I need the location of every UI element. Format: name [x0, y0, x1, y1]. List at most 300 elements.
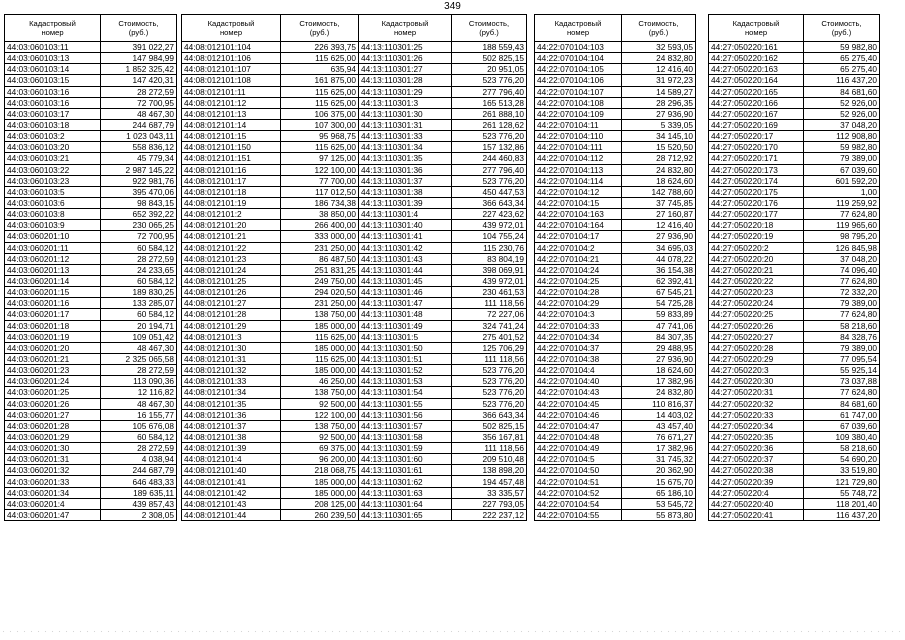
cadastral-number-cell: 44:27:050220:2 [709, 242, 804, 253]
cost-cell: 60 584,12 [101, 309, 177, 320]
cadastral-number-cell: 44:13:110301:61 [359, 465, 452, 476]
table-row [182, 342, 359, 353]
cadastral-number-cell: 44:03:060103:17 [5, 108, 101, 119]
cadastral-number-cell: 44:03:060103:22 [5, 164, 101, 175]
cost-cell: 194 457,48 [452, 476, 527, 487]
table-row [5, 209, 177, 220]
table-row [5, 64, 177, 75]
table-row [182, 331, 359, 342]
cost-cell: 110 816,37 [622, 398, 696, 409]
cost-cell: 260 239,50 [281, 509, 359, 520]
cost-cell: 27 936,90 [622, 353, 696, 364]
cadastral-number-cell: 44:27:050220:30 [709, 376, 804, 387]
cost-cell: 59 982,80 [804, 42, 880, 53]
cadastral-number-cell: 44:22:070104:106 [535, 75, 622, 86]
table-row [182, 42, 359, 53]
table-row [5, 119, 177, 130]
cost-cell: 24 233,65 [101, 264, 177, 275]
cadastral-number-cell: 44:13:110301:45 [359, 275, 452, 286]
cadastral-number-cell: 44:22:070104:55 [535, 509, 622, 520]
cost-cell: 37 048,20 [804, 253, 880, 264]
table-row [709, 509, 880, 520]
table-row [535, 342, 696, 353]
cadastral-number-cell: 44:08:012101:13 [182, 108, 281, 119]
table-row [5, 320, 177, 331]
cadastral-number-cell: 44:03:060201:33 [5, 476, 101, 487]
cadastral-number-cell: 44:03:060103:15 [5, 75, 101, 86]
cadastral-number-cell: 44:08:012101:36 [182, 409, 281, 420]
header-cost: Стоимость, (руб.) [101, 15, 177, 42]
cadastral-number-cell: 44:03:060103:18 [5, 119, 101, 130]
cadastral-number-cell: 44:27:050220:35 [709, 431, 804, 442]
cost-cell: 138 750,00 [281, 420, 359, 431]
cadastral-number-cell: 44:27:050220:38 [709, 465, 804, 476]
cadastral-number-cell: 44:03:060103:23 [5, 175, 101, 186]
cadastral-number-cell: 44:27:050220:3 [709, 365, 804, 376]
table-row [359, 409, 527, 420]
cadastral-number-cell: 44:13:110301:42 [359, 242, 452, 253]
table-row [709, 320, 880, 331]
cost-cell: 119 259,92 [804, 197, 880, 208]
cadastral-number-cell: 44:13:110301:54 [359, 387, 452, 398]
table-row [359, 443, 527, 454]
cadastral-number-cell: 44:22:070104:50 [535, 465, 622, 476]
cost-cell: 138 898,20 [452, 465, 527, 476]
cadastral-number-cell: 44:27:050220:175 [709, 186, 804, 197]
cost-cell: 98 795,20 [804, 231, 880, 242]
cost-cell: 72 700,95 [101, 231, 177, 242]
table-row [709, 119, 880, 130]
cost-cell: 1 852 325,42 [101, 64, 177, 75]
table-row [5, 487, 177, 498]
cadastral-number-cell: 44:03:060103:14 [5, 64, 101, 75]
header-cost: Стоимость, (руб.) [452, 15, 527, 42]
cadastral-number-cell: 44:22:070104:107 [535, 86, 622, 97]
cost-cell: 79 389,00 [804, 342, 880, 353]
cadastral-number-cell: 44:13:110301:36 [359, 164, 452, 175]
cadastral-number-cell: 44:08:012101:150 [182, 142, 281, 153]
table-row [5, 231, 177, 242]
cost-cell: 277 796,40 [452, 164, 527, 175]
table-row [535, 365, 696, 376]
cadastral-number-cell: 44:13:110301:39 [359, 197, 452, 208]
cadastral-number-cell: 44:13:110301:41 [359, 231, 452, 242]
cadastral-number-cell: 44:03:060201:25 [5, 387, 101, 398]
cost-cell: 61 747,00 [804, 409, 880, 420]
cadastral-number-cell: 44:13:110301:46 [359, 287, 452, 298]
cost-cell: 27 936,90 [622, 108, 696, 119]
cost-cell: 60 584,12 [101, 431, 177, 442]
cadastral-number-cell: 44:03:060201:11 [5, 242, 101, 253]
table-row [535, 97, 696, 108]
cadastral-number-cell: 44:22:070104:25 [535, 275, 622, 286]
cost-cell: 116 437,20 [804, 75, 880, 86]
cadastral-number-cell: 44:03:060103:21 [5, 153, 101, 164]
table-row [709, 420, 880, 431]
table-row [182, 253, 359, 264]
cost-cell: 4 038,94 [101, 454, 177, 465]
cadastral-number-cell: 44:27:050220:161 [709, 42, 804, 53]
cost-cell: 395 470,06 [101, 186, 177, 197]
cadastral-number-cell: 44:08:012101:23 [182, 253, 281, 264]
cost-cell: 115 230,76 [452, 242, 527, 253]
table-row [535, 75, 696, 86]
table-row [359, 275, 527, 286]
cost-cell: 52 926,00 [804, 97, 880, 108]
cadastral-number-cell: 44:08:012101:17 [182, 175, 281, 186]
table-row [359, 320, 527, 331]
cost-cell: 72 332,20 [804, 287, 880, 298]
cadastral-number-cell: 44:27:050220:177 [709, 209, 804, 220]
cost-cell: 450 447,53 [452, 186, 527, 197]
cadastral-number-cell: 44:13:110301:3 [359, 97, 452, 108]
cost-cell: 105 676,08 [101, 420, 177, 431]
table-row [5, 142, 177, 153]
cadastral-number-cell: 44:03:060201:28 [5, 420, 101, 431]
cadastral-number-cell: 44:22:070104:12 [535, 186, 622, 197]
table-row [182, 175, 359, 186]
cost-cell: 157 132,86 [452, 142, 527, 153]
cost-cell: 59 833,89 [622, 309, 696, 320]
table-row [359, 487, 527, 498]
cost-cell: 118 201,40 [804, 498, 880, 509]
table-row [5, 443, 177, 454]
cost-cell: 138 750,00 [281, 309, 359, 320]
table-row [182, 275, 359, 286]
cost-cell: 58 218,60 [804, 443, 880, 454]
cadastral-number-cell: 44:13:110301:48 [359, 309, 452, 320]
table-row [5, 465, 177, 476]
cadastral-number-cell: 44:03:060103:13 [5, 53, 101, 64]
table-row [5, 53, 177, 64]
table-row [5, 476, 177, 487]
cost-cell: 46 250,00 [281, 376, 359, 387]
cost-cell: 439 972,01 [452, 275, 527, 286]
cadastral-number-cell: 44:27:050220:4 [709, 487, 804, 498]
table-row [709, 164, 880, 175]
table-row [709, 264, 880, 275]
cadastral-number-cell: 44:22:070104:108 [535, 97, 622, 108]
table-row [182, 209, 359, 220]
cadastral-number-cell: 44:22:070104:2 [535, 242, 622, 253]
table-row [709, 209, 880, 220]
cadastral-number-cell: 44:27:050220:37 [709, 454, 804, 465]
table-row [535, 487, 696, 498]
page-number: 349 [444, 1, 461, 12]
table-row [535, 287, 696, 298]
table-row [359, 309, 527, 320]
cadastral-number-cell: 44:22:070104:33 [535, 320, 622, 331]
cost-cell: 53 545,72 [622, 498, 696, 509]
cost-cell: 52 926,00 [804, 108, 880, 119]
cadastral-number-cell: 44:08:012101:14 [182, 119, 281, 130]
cost-cell: 244 687,79 [101, 119, 177, 130]
cost-cell: 47 741,06 [622, 320, 696, 331]
table-row [709, 97, 880, 108]
table-row [5, 353, 177, 364]
cadastral-number-cell: 44:27:050220:28 [709, 342, 804, 353]
cadastral-number-cell: 44:13:110301:47 [359, 298, 452, 309]
cadastral-number-cell: 44:03:060103:20 [5, 142, 101, 153]
table-row [359, 365, 527, 376]
cost-cell: 208 125,00 [281, 498, 359, 509]
table-row [5, 275, 177, 286]
table-row [535, 119, 696, 130]
table-row [5, 253, 177, 264]
cost-cell: 65 275,40 [804, 53, 880, 64]
cost-cell: 84 681,60 [804, 86, 880, 97]
cadastral-number-cell: 44:13:110301:62 [359, 476, 452, 487]
cost-cell: 32 593,05 [622, 42, 696, 53]
table-row [5, 298, 177, 309]
cadastral-number-cell: 44:03:060103:16 [5, 97, 101, 108]
table-row [359, 454, 527, 465]
cadastral-number-cell: 44:13:110301:26 [359, 53, 452, 64]
table-row [359, 231, 527, 242]
cost-cell: 186 734,38 [281, 197, 359, 208]
cost-cell: 48 467,30 [101, 398, 177, 409]
table-row [535, 209, 696, 220]
table-row [359, 108, 527, 119]
table-row [709, 86, 880, 97]
cadastral-number-cell: 44:27:050220:29 [709, 353, 804, 364]
table-row [182, 320, 359, 331]
cadastral-number-cell: 44:08:012101:24 [182, 264, 281, 275]
header-cadastral-number: Кадастровый номер [709, 15, 804, 42]
cost-cell: 601 592,20 [804, 175, 880, 186]
cadastral-number-cell: 44:08:012101:108 [182, 75, 281, 86]
cadastral-number-cell: 44:08:012101:44 [182, 509, 281, 520]
table-row [535, 476, 696, 487]
table-row [709, 298, 880, 309]
cost-cell: 117 012,50 [281, 186, 359, 197]
table-row [182, 86, 359, 97]
cost-cell: 73 037,88 [804, 376, 880, 387]
cadastral-number-cell: 44:03:060201:10 [5, 231, 101, 242]
cadastral-number-cell: 44:13:110301:50 [359, 342, 452, 353]
cost-cell: 97 125,00 [281, 153, 359, 164]
table-row [359, 142, 527, 153]
cadastral-number-cell: 44:22:070104:40 [535, 376, 622, 387]
cost-cell: 65 186,10 [622, 487, 696, 498]
table-row [182, 64, 359, 75]
cadastral-number-cell: 44:13:110301:60 [359, 454, 452, 465]
cost-cell: 34 145,10 [622, 131, 696, 142]
cost-cell: 31 745,32 [622, 454, 696, 465]
cadastral-number-cell: 44:27:050220:23 [709, 287, 804, 298]
cost-cell: 17 382,96 [622, 376, 696, 387]
table-row [359, 264, 527, 275]
cadastral-number-cell: 44:13:110301:56 [359, 409, 452, 420]
table-row [535, 443, 696, 454]
cost-cell: 523 776,20 [452, 131, 527, 142]
cadastral-number-cell: 44:22:070104:47 [535, 420, 622, 431]
cost-cell: 55 925,14 [804, 365, 880, 376]
cadastral-number-cell: 44:13:110301:38 [359, 186, 452, 197]
cost-cell: 77 700,00 [281, 175, 359, 186]
cadastral-number-cell: 44:27:050220:31 [709, 387, 804, 398]
cost-cell: 122 100,00 [281, 409, 359, 420]
table-row [709, 108, 880, 119]
cadastral-number-cell: 44:27:050220:40 [709, 498, 804, 509]
cadastral-number-cell: 44:13:110301:34 [359, 142, 452, 153]
table-row [182, 108, 359, 119]
cost-cell: 92 500,00 [281, 398, 359, 409]
cost-cell: 58 218,60 [804, 320, 880, 331]
cost-cell: 28 272,59 [101, 253, 177, 264]
cost-cell: 502 825,15 [452, 420, 527, 431]
cost-cell: 43 457,40 [622, 420, 696, 431]
cadastral-number-cell: 44:08:012101:41 [182, 476, 281, 487]
cadastral-number-cell: 44:03:060201:18 [5, 320, 101, 331]
cost-cell: 86 487,50 [281, 253, 359, 264]
cadastral-number-cell: 44:03:060201:12 [5, 253, 101, 264]
cost-cell: 227 423,62 [452, 209, 527, 220]
cadastral-number-cell: 44:22:070104:54 [535, 498, 622, 509]
cost-cell: 333 000,00 [281, 231, 359, 242]
cost-cell: 294 020,50 [281, 287, 359, 298]
table-row [5, 331, 177, 342]
cost-cell: 31 972,23 [622, 75, 696, 86]
cadastral-number-cell: 44:27:050220:27 [709, 331, 804, 342]
cadastral-number-cell: 44:22:070104:4 [535, 365, 622, 376]
cost-cell: 523 776,20 [452, 365, 527, 376]
cost-cell: 161 875,00 [281, 75, 359, 86]
cost-cell: 54 690,20 [804, 454, 880, 465]
cost-cell: 115 625,00 [281, 97, 359, 108]
cadastral-number-cell: 44:03:060103:16 [5, 86, 101, 97]
cost-cell: 17 382,96 [622, 443, 696, 454]
cost-cell: 28 272,59 [101, 443, 177, 454]
cadastral-number-cell: 44:08:012101:34 [182, 387, 281, 398]
cadastral-number-cell: 44:03:060201:16 [5, 298, 101, 309]
cost-cell: 55 873,80 [622, 509, 696, 520]
cadastral-number-cell: 44:13:110301:28 [359, 75, 452, 86]
cadastral-number-cell: 44:22:070104:21 [535, 253, 622, 264]
cadastral-number-cell: 44:03:060201:30 [5, 443, 101, 454]
cost-cell: 112 908,80 [804, 131, 880, 142]
table-row [535, 454, 696, 465]
table-row [535, 153, 696, 164]
cost-cell: 1,00 [804, 186, 880, 197]
cost-cell: 185 000,00 [281, 320, 359, 331]
cost-cell: 251 831,25 [281, 264, 359, 275]
table-row [535, 353, 696, 364]
table-row [359, 331, 527, 342]
cost-cell: 209 510,48 [452, 454, 527, 465]
cost-cell: 60 584,12 [101, 275, 177, 286]
cadastral-number-cell: 44:08:012101:19 [182, 197, 281, 208]
cost-cell: 218 068,75 [281, 465, 359, 476]
cost-cell: 231 250,00 [281, 298, 359, 309]
table-row [535, 431, 696, 442]
cost-cell: 24 832,80 [622, 53, 696, 64]
cadastral-number-cell: 44:22:070104:105 [535, 64, 622, 75]
table-row [5, 409, 177, 420]
cadastral-number-cell: 44:22:070104:111 [535, 142, 622, 153]
cost-cell: 111 118,56 [452, 443, 527, 454]
cadastral-number-cell: 44:27:050220:26 [709, 320, 804, 331]
table-row [709, 131, 880, 142]
table-row [709, 409, 880, 420]
table-row [359, 465, 527, 476]
table-row [359, 220, 527, 231]
cost-cell: 12 116,82 [101, 387, 177, 398]
cost-cell: 104 755,24 [452, 231, 527, 242]
table-row [709, 142, 880, 153]
cost-cell: 79 389,00 [804, 298, 880, 309]
cadastral-number-cell: 44:22:070104:3 [535, 309, 622, 320]
table-row [5, 42, 177, 53]
table-row [182, 309, 359, 320]
cadastral-number-cell: 44:08:012101:25 [182, 275, 281, 286]
table-row [535, 376, 696, 387]
cost-cell: 142 788,60 [622, 186, 696, 197]
table-row [359, 387, 527, 398]
table-row [359, 242, 527, 253]
table-row [535, 108, 696, 119]
cadastral-table-2 [181, 14, 359, 521]
cost-cell: 126 845,98 [804, 242, 880, 253]
cadastral-number-cell: 44:27:050220:19 [709, 231, 804, 242]
table-row [359, 253, 527, 264]
table-row [535, 220, 696, 231]
cost-cell: 28 296,35 [622, 97, 696, 108]
table-row [709, 476, 880, 487]
table-row [359, 509, 527, 520]
cost-cell: 54 725,28 [622, 298, 696, 309]
table-row [535, 253, 696, 264]
cadastral-number-cell: 44:08:012101:15 [182, 131, 281, 142]
cadastral-number-cell: 44:13:110301:27 [359, 64, 452, 75]
cadastral-number-cell: 44:27:050220:170 [709, 142, 804, 153]
cadastral-number-cell: 44:27:050220:34 [709, 420, 804, 431]
table-row [535, 275, 696, 286]
cost-cell: 84 681,60 [804, 398, 880, 409]
cost-cell: 275 401,52 [452, 331, 527, 342]
table-row [709, 64, 880, 75]
cost-cell: 109 051,42 [101, 331, 177, 342]
table-row [182, 231, 359, 242]
table-row [535, 420, 696, 431]
cost-cell: 67 039,60 [804, 420, 880, 431]
cadastral-number-cell: 44:22:070104:49 [535, 443, 622, 454]
table-row [709, 175, 880, 186]
cost-cell: 48 467,30 [101, 108, 177, 119]
cost-cell: 244 460,83 [452, 153, 527, 164]
cadastral-number-cell: 44:22:070104:110 [535, 131, 622, 142]
table-row [359, 153, 527, 164]
cadastral-number-cell: 44:03:060201:20 [5, 342, 101, 353]
table-row [5, 220, 177, 231]
cost-cell: 2 325 065,58 [101, 353, 177, 364]
cadastral-number-cell: 44:22:070104:38 [535, 353, 622, 364]
cost-cell: 106 375,00 [281, 108, 359, 119]
table-row [5, 287, 177, 298]
cadastral-number-cell: 44:08:012101:107 [182, 64, 281, 75]
cost-cell: 324 741,24 [452, 320, 527, 331]
cadastral-number-cell: 44:22:070104:45 [535, 398, 622, 409]
table-row [359, 86, 527, 97]
cadastral-number-cell: 44:13:110301:4 [359, 209, 452, 220]
cost-cell: 12 416,40 [622, 220, 696, 231]
cadastral-number-cell: 44:03:060103:8 [5, 209, 101, 220]
table-row [182, 420, 359, 431]
cost-cell: 133 285,07 [101, 298, 177, 309]
cadastral-number-cell: 44:08:012101:26 [182, 287, 281, 298]
cost-cell: 83 804,19 [452, 253, 527, 264]
cost-cell: 18 624,60 [622, 175, 696, 186]
